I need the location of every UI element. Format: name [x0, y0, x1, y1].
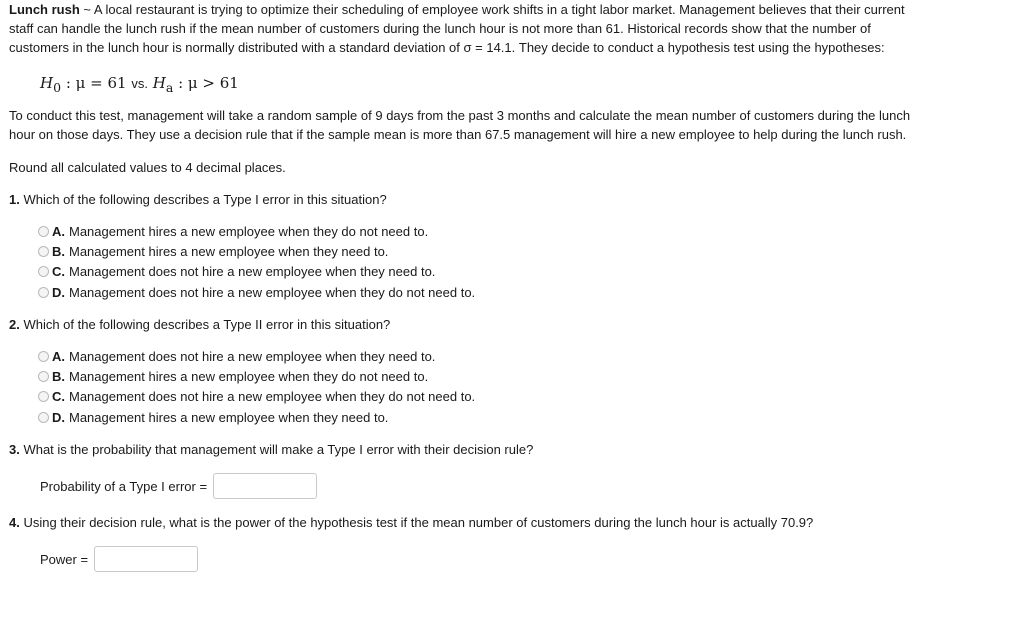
radio-button[interactable]: [38, 266, 49, 277]
question-3-number: 3.: [9, 442, 20, 458]
rounding-instruction: Round all calculated values to 4 decimal places.: [9, 160, 286, 175]
radio-button[interactable]: [38, 287, 49, 298]
radio-button[interactable]: [38, 351, 49, 362]
power-label: Power =: [40, 551, 89, 567]
question-2: [9, 315, 1015, 334]
option-text: Management hires a new employee when they need to.: [69, 243, 389, 259]
q1-option-b[interactable]: [38, 241, 1015, 261]
problem-intro: [9, 0, 909, 57]
type-1-error-answer-row: [40, 472, 1015, 500]
option-text: Management does not hire a new employee when they do not need to.: [69, 284, 476, 300]
option-text: Management does not hire a new employee when they do not need to.: [69, 389, 476, 405]
question-2-options: [38, 346, 1015, 427]
radio-button[interactable]: [38, 412, 49, 423]
option-text: Management hires a new employee when they do not need to.: [69, 369, 429, 385]
option-letter: C.: [52, 264, 65, 280]
option-letter: C.: [52, 389, 65, 405]
question-3: [9, 440, 1015, 459]
vs-label: vs.: [131, 76, 148, 91]
q2-option-c[interactable]: [38, 387, 1015, 407]
power-input[interactable]: [94, 546, 198, 572]
option-letter: B.: [52, 243, 65, 259]
h0-relation: : μ = 61: [61, 74, 132, 92]
q2-option-a[interactable]: [38, 346, 1015, 366]
sampling-paragraph: To conduct this test, management will take a random sample of 9 days from the past 3 months and calculate the mean number of customers during the lunch hour on those days. They use a decision rule that if the sample mean is more than 67.5 management will hire a new employee to help during the lunch rush.: [9, 108, 911, 142]
option-text: Management does not hire a new employee when they need to.: [69, 264, 436, 280]
q2-option-b[interactable]: [38, 366, 1015, 386]
option-letter: D.: [52, 409, 65, 425]
hypotheses: $H_0$ : μ = 61 vs. $H_a$ : μ > 61: [40, 74, 239, 95]
question-1-number: 1.: [9, 192, 20, 207]
question-1-options: [38, 221, 1015, 302]
q1-option-c[interactable]: [38, 262, 1015, 282]
question-4-text: Using their decision rule, what is the power of the hypothesis test if the mean number of customers during the lunch hour is actually 70.9?: [19, 515, 814, 531]
question-1-text: Which of the following describes a Type I error in this situation?: [19, 192, 387, 207]
question-4: [9, 513, 1015, 532]
option-text: Management hires a new employee when they need to.: [69, 409, 389, 425]
ha-subscript: a: [165, 80, 174, 95]
option-letter: A.: [52, 223, 65, 239]
option-letter: B.: [52, 369, 65, 385]
option-letter: A.: [52, 348, 65, 364]
h0-subscript: 0: [53, 80, 62, 95]
option-text: Management hires a new employee when they do not need to.: [69, 223, 429, 239]
question-2-number: 2.: [9, 317, 20, 333]
title-separator: ~: [79, 2, 94, 17]
problem-title: Lunch rush: [9, 2, 80, 17]
ha-relation: : μ > 61: [173, 74, 239, 92]
radio-button[interactable]: [38, 391, 49, 402]
radio-button[interactable]: [38, 371, 49, 382]
option-letter: D.: [52, 284, 65, 300]
radio-button[interactable]: [38, 226, 49, 237]
question-2-text: Which of the following describes a Type II error in this situation?: [19, 317, 391, 333]
q1-option-d[interactable]: [38, 282, 1015, 302]
radio-button[interactable]: [38, 246, 49, 257]
q1-option-a[interactable]: [38, 221, 1015, 241]
intro-text: A local restaurant is trying to optimize their scheduling of employee work shifts in a tight labor market. Management believes that their current staff can handle the lunch rush if the mean number of customers during the lunch hour is not more than 61. Historical records show that the number of customers in the lunch hour is normally distributed with a standard deviation of σ = 14.1. They decide to conduct a hypothesis test using the hypotheses:: [9, 2, 905, 55]
question-1: [9, 190, 1015, 209]
question-4-number: 4.: [9, 515, 20, 531]
type-1-error-label: Probability of a Type I error =: [40, 478, 208, 494]
power-answer-row: [40, 545, 1015, 573]
question-3-text: What is the probability that management will make a Type I error with their decision rule?: [19, 442, 534, 458]
q2-option-d[interactable]: [38, 407, 1015, 427]
type-1-error-input[interactable]: [213, 473, 317, 499]
option-text: Management does not hire a new employee when they need to.: [69, 348, 436, 364]
